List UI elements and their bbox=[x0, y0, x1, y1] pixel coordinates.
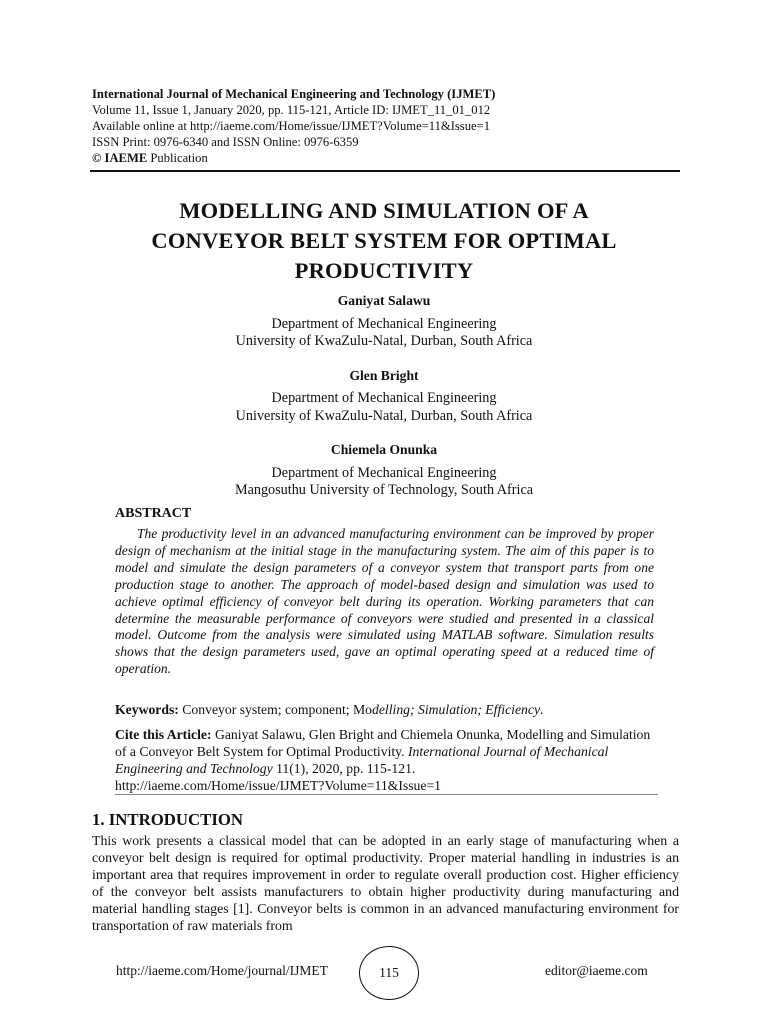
cite-article bbox=[115, 726, 654, 794]
abstract-heading: ABSTRACT bbox=[115, 506, 192, 521]
author-name: Glen Bright bbox=[349, 367, 419, 383]
footer-journal-link[interactable]: http://iaeme.com/Home/journal/IJMET bbox=[116, 963, 328, 978]
cite-volume: 11(1), 2020, pp. 115-121. bbox=[272, 761, 416, 776]
cite-journal: International Journal of Mechanical Engineering and Technology bbox=[115, 744, 609, 776]
intro-paragraph: This work presents a classical model that can be adopted in an early stage of manufacturing when a conveyor belt design is required for optimal productivity. Proper material handling in industries is an important area that requires improvement in order to regulate overall production cost. Higher efficiency of the conveyor belt assists manufacturers to obtain higher productivity during manufacturing and material handling stages [1]. Conveyor belts is common in an advanced manufacturing environment for transportation of raw materials from bbox=[92, 833, 679, 933]
author-inst: Mangosuthu University of Technology, South Africa bbox=[234, 482, 534, 498]
online-info: Available online at http://iaeme.com/Home/issue/IJMET?Volume=11&Issue=1 bbox=[92, 119, 490, 133]
publisher-name: © IAEME bbox=[92, 151, 148, 165]
header-rule bbox=[90, 170, 680, 172]
page-number bbox=[359, 946, 419, 1000]
author-block bbox=[100, 441, 668, 500]
keywords-label: Keywords: bbox=[115, 702, 179, 717]
author-dept: Department of Mechanical Engineering bbox=[271, 390, 497, 406]
cite-url[interactable]: http://iaeme.com/Home/issue/IJMET?Volume=11&Issue=1 bbox=[115, 778, 442, 793]
author-name: Ganiyat Salawu bbox=[337, 293, 431, 308]
cite-text: Ganiyat Salawu, Glen Bright and Chiemela Onunka, Modelling and Simulation of a Conveyor Belt System for Optimal Productivity. bbox=[115, 727, 651, 759]
keywords-end: . bbox=[540, 702, 544, 717]
author-block bbox=[100, 292, 668, 351]
journal-header bbox=[92, 86, 680, 166]
paper-title bbox=[100, 196, 668, 286]
author-dept: Department of Mechanical Engineering bbox=[271, 315, 497, 332]
author-name: Chiemela Onunka bbox=[330, 442, 438, 457]
volume-info: Volume 11, Issue 1, January 2020, pp. 115-121, Article ID: IJMET_11_01_012 bbox=[92, 103, 491, 117]
author-dept: Department of Mechanical Engineering bbox=[271, 464, 497, 481]
title-line-2: CONVEYOR BELT SYSTEM FOR OPTIMAL bbox=[151, 228, 617, 253]
title-line-1: MODELLING AND SIMULATION OF A bbox=[179, 198, 589, 223]
section-rule bbox=[115, 794, 658, 795]
author-block bbox=[100, 367, 668, 426]
publisher bbox=[92, 150, 680, 166]
keywords-plain: Conveyor system; component; Mo bbox=[178, 702, 373, 717]
keywords bbox=[115, 702, 654, 718]
section-heading: 1. INTRODUCTION bbox=[92, 810, 244, 829]
publisher-suffix: Publication bbox=[147, 151, 208, 165]
author-inst: University of KwaZulu-Natal, Durban, South Africa bbox=[235, 333, 533, 349]
issn-info: ISSN Print: 0976-6340 and ISSN Online: 0976-6359 bbox=[92, 135, 359, 149]
abstract-body: The productivity level in an advanced manufacturing environment can be improved by proper design of mechanism at the initial stage in the manufacturing system. The aim of this paper is to model and simulate the design parameters of a conveyor system that transport parts from one production stage to another. The approach of model-based design and simulation was used to achieve optimal efficiency of conveyor belt during its operation. Working parameters that can determine the measurable performance of conveyors were studied and presented in a classical model. Outcome from the analysis were simulated using MATLAB software. Simulation results shows that the design parameters used, gave an optimal operating speed at a reduced time of operation. bbox=[115, 526, 654, 677]
author-inst: University of KwaZulu-Natal, Durban, South Africa bbox=[235, 407, 533, 424]
cite-label: Cite this Article: bbox=[115, 727, 212, 742]
page-number-text: 115 bbox=[379, 965, 399, 980]
footer-email[interactable]: editor@iaeme.com bbox=[545, 963, 648, 978]
author-list bbox=[100, 292, 668, 516]
title-line-3: PRODUCTIVITY bbox=[294, 258, 474, 283]
keywords-italic: delling; Simulation; Efficiency bbox=[372, 702, 541, 717]
journal-name: International Journal of Mechanical Engineering and Technology (IJMET) bbox=[92, 87, 496, 101]
